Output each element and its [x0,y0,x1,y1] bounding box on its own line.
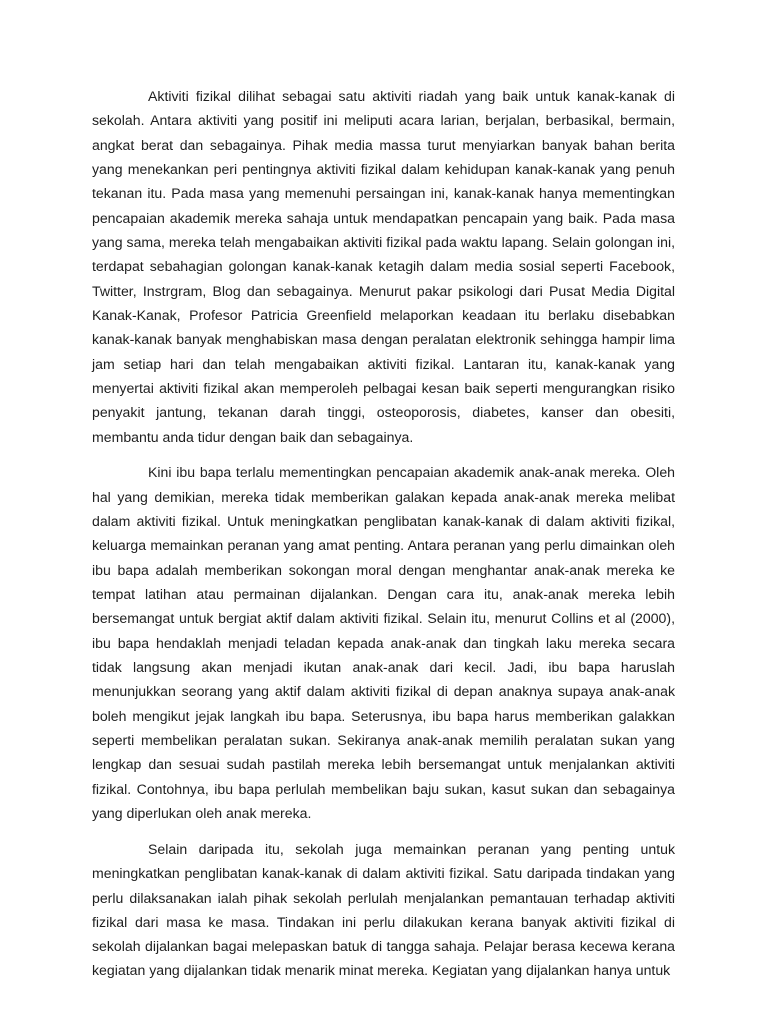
paragraph-1: Aktiviti fizikal dilihat sebagai satu aktiviti riadah yang baik untuk kanak-kanak di sekolah. Antara aktiviti yang positif ini meliputi acara larian, berjalan, berbasikal, bermain, angkat berat dan sebagainya. Pihak media massa turut menyiarkan banyak bahan berita yang menekankan peri pentingnya aktiviti fizikal dalam kehidupan kanak-kanak yang penuh tekanan itu. Pada masa yang memenuhi persaingan ini, kanak-kanak hanya mementingkan pencapaian akademik mereka sahaja untuk mendapatkan pencapain yang baik. Pada masa yang sama, mereka telah mengabaikan aktiviti fizikal pada waktu lapang. Selain golongan ini, terdapat sebahagian golongan kanak-kanak ketagih dalam media sosial seperti Facebook, Twitter, Instrgram, Blog dan sebagainya. Menurut pakar psikologi dari Pusat Media Digital Kanak-Kanak, Profesor Patricia Greenfield melaporkan keadaan itu berlaku disebabkan kanak-kanak banyak menghabiskan masa dengan peralatan elektronik sehingga hampir lima jam setiap hari dan telah mengabaikan aktiviti fizikal. Lantaran itu, kanak-kanak yang menyertai aktiviti fizikal akan memperoleh pelbagai kesan baik seperti mengurangkan risiko penyakit jantung, tekanan darah tinggi, osteoporosis, diabetes, kanser dan obesiti, membantu anda tidur dengan baik dan sebagainya. [92,88,675,445]
paragraph-3: Selain daripada itu, sekolah juga memainkan peranan yang penting untuk meningkatkan penglibatan kanak-kanak di dalam aktiviti fizikal. Satu daripada tindakan yang perlu dilaksanakan ialah pihak sekolah perlulah menjalankan pemantauan terhadap aktiviti fizikal dari masa ke masa. Tindakan ini perlu dilakukan kerana banyak aktiviti fizikal di sekolah dijalankan bagai melepaskan batuk di tangga sahaja. Pelajar berasa kecewa kerana kegiatan yang dijalankan tidak menarik minat mereka. Kegiatan yang dijalankan hanya untuk [92,840,675,979]
document-body [92,84,675,983]
paragraph-2: Kini ibu bapa terlalu mementingkan pencapaian akademik anak-anak mereka. Oleh hal yang demikian, mereka tidak memberikan galakan kepada anak-anak mereka melibat dalam aktiviti fizikal. Untuk meningkatkan penglibatan kanak-kanak di dalam aktiviti fizikal, keluarga memainkan peranan yang amat penting. Antara peranan yang perlu dimainkan oleh ibu bapa adalah memberikan sokongan moral dengan menghantar anak-anak mereka ke tempat latihan atau permainan dijalankan. Dengan cara itu, anak-anak mereka lebih bersemangat untuk bergiat aktif dalam aktiviti fizikal. Selain itu, menurut Collins et al (2000), ibu bapa hendaklah menjadi teladan kepada anak-anak dan tingkah laku mereka secara tidak langsung akan menjadi ikutan anak-anak dari kecil. Jadi, ibu bapa haruslah menunjukkan seorang yang aktif dalam aktiviti fizikal di depan anaknya supaya anak-anak boleh mengikut jejak langkah ibu bapa. Seterusnya, ibu bapa harus memberikan galakkan seperti membelikan peralatan sukan. Sekiranya anak-anak memilih peralatan sukan yang lengkap dan sesuai sudah pastilah mereka lebih bersemangat untuk menjalankan aktiviti fizikal. Contohnya, ibu bapa perlulah membelikan baju sukan, kasut sukan dan sebagainya yang diperlukan oleh anak mereka. [92,464,675,822]
